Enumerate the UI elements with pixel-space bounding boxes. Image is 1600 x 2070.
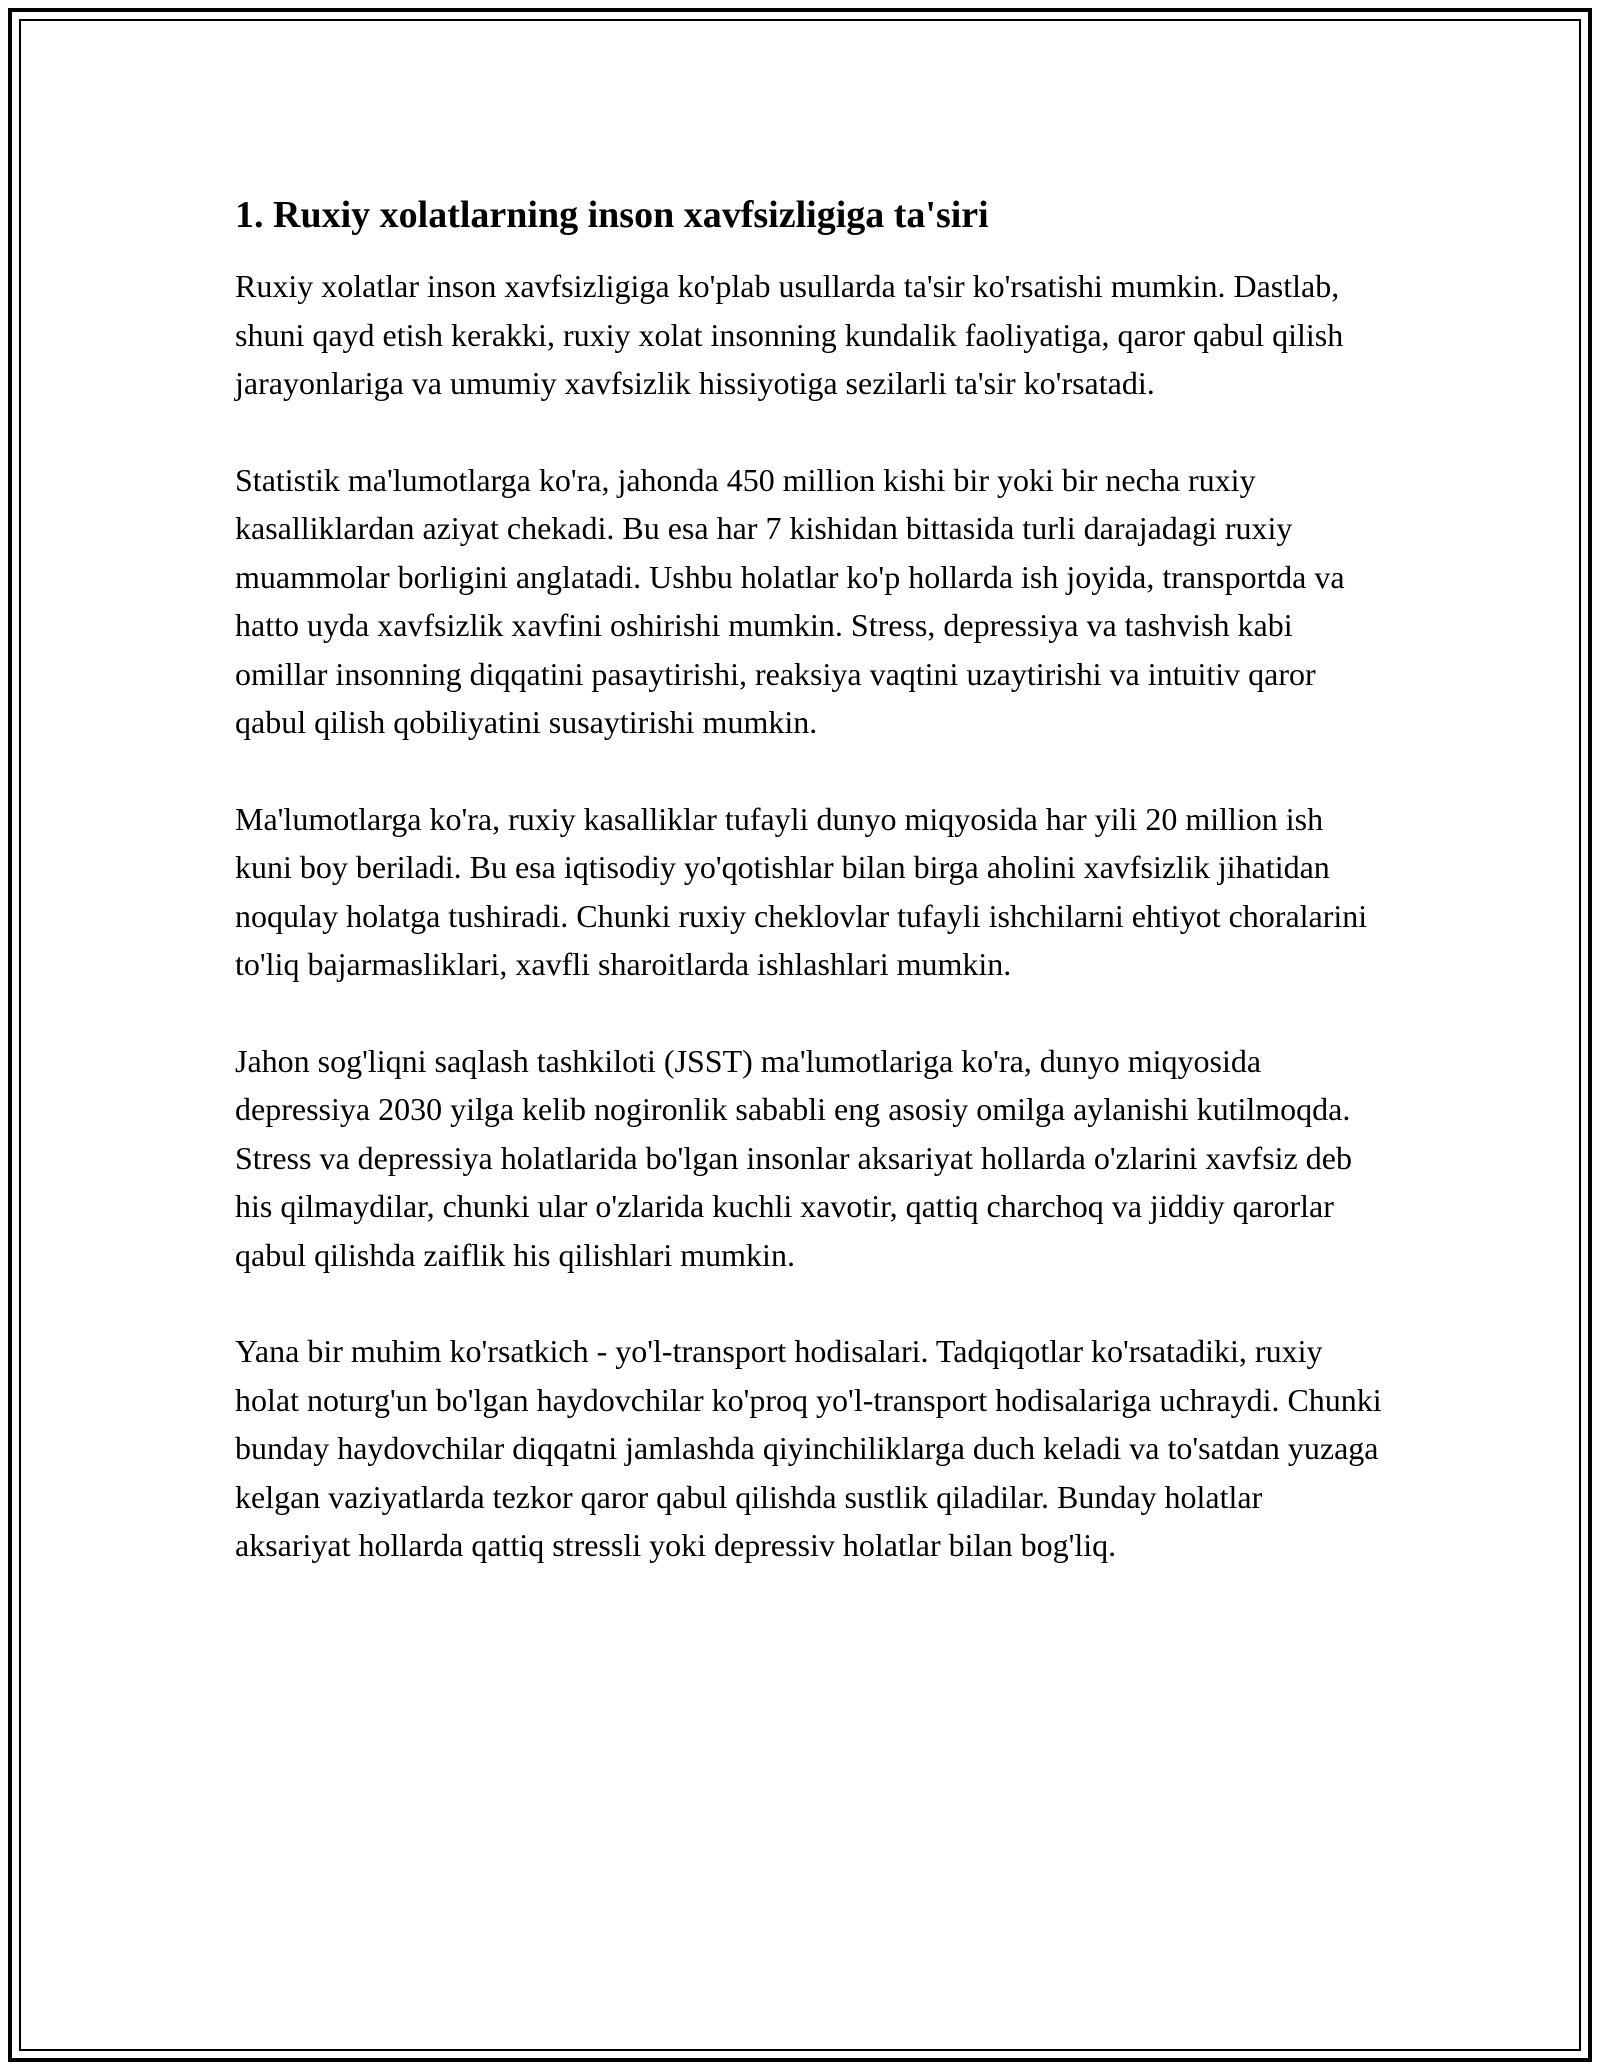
paragraph-3: Ma'lumotlarga ko'ra, ruxiy kasalliklar tufayli dunyo miqyosida har yili 20 million ish kuni boy beriladi. Bu esa iqtisodiy yo'qotishlar bilan birga aholini xavfsizlik jihatidan noqulay holatga tushiradi. Chunki ruxiy cheklovlar tufayli ishchilarni ehtiyot choralarini to'liq bajarmasliklari, xavfli sharoitlarda ishlashlari mumkin. <box>235 800 1368 982</box>
paragraph-5: Yana bir muhim ko'rsatkich - yo'l-transport hodisalari. Tadqiqotlar ko'rsatadiki, ruxiy holat noturg'un bo'lgan haydovchilar ko'proq yo'l-transport hodisalariga uchraydi. Chunki bunday haydovchilar diqqatni jamlashda qiyinchiliklarga duch keladi va to'satdan yuzaga kelgan vaziyatlarda tezkor qaror qabul qilishda sustlik qiladilar. Bunday holatlar aksariyat hollarda qattiq stressli yoki depressiv holatlar bilan bog'liq. <box>235 1333 1382 1563</box>
paragraph-2: Statistik ma'lumotlarga ko'ra, jahonda 450 million kishi bir yoki bir necha ruxiy kasalliklardan aziyat chekadi. Bu esa har 7 kishidan bittasida turli darajadagi ruxiy muammolar borligini anglatadi. Ushbu holatlar ko'p hollarda ish joyida, transportda va hatto uyda xavfsizlik xavfini oshirishi mumkin. Stress, depressiya va tashvish kabi omillar insonning diqqatini pasaytirishi, reaksiya vaqtini uzaytirishi va intuitiv qaror qabul qilish qobiliyatini susaytirishi mumkin. <box>235 461 1345 740</box>
paragraph-4: Jahon sog'liqni saqlash tashkiloti (JSST) ma'lumotlariga ko'ra, dunyo miqyosida depressiya 2030 yilga kelib nogironlik sababli eng asosiy omilga aylanishi kutilmoqda. Stress va depressiya holatlarida bo'lgan insonlar aksariyat hollarda o'zlarini xavfsiz deb his qilmaydilar, chunki ular o'zlarida kuchli xavotir, qattiq charchoq va jiddiy qarorlar qabul qilishda zaiflik his qilishlari mumkin. <box>235 1042 1352 1273</box>
paragraph-1: Ruxiy xolatlar inson xavfsizligiga ko'plab usullarda ta'sir ko'rsatishi mumkin. Dastlab, shuni qayd etish kerakki, ruxiy xolat insonning kundalik faoliyatiga, qaror qabul qilish jarayonlariga va umumiy xavfsizlik hissiyotiga sezilarli ta'sir ko'rsatadi. <box>235 268 1344 401</box>
document-body <box>235 186 1385 1570</box>
section-heading: 1. Ruxiy xolatlarning inson xavfsizligiga ta'siri <box>235 194 989 236</box>
